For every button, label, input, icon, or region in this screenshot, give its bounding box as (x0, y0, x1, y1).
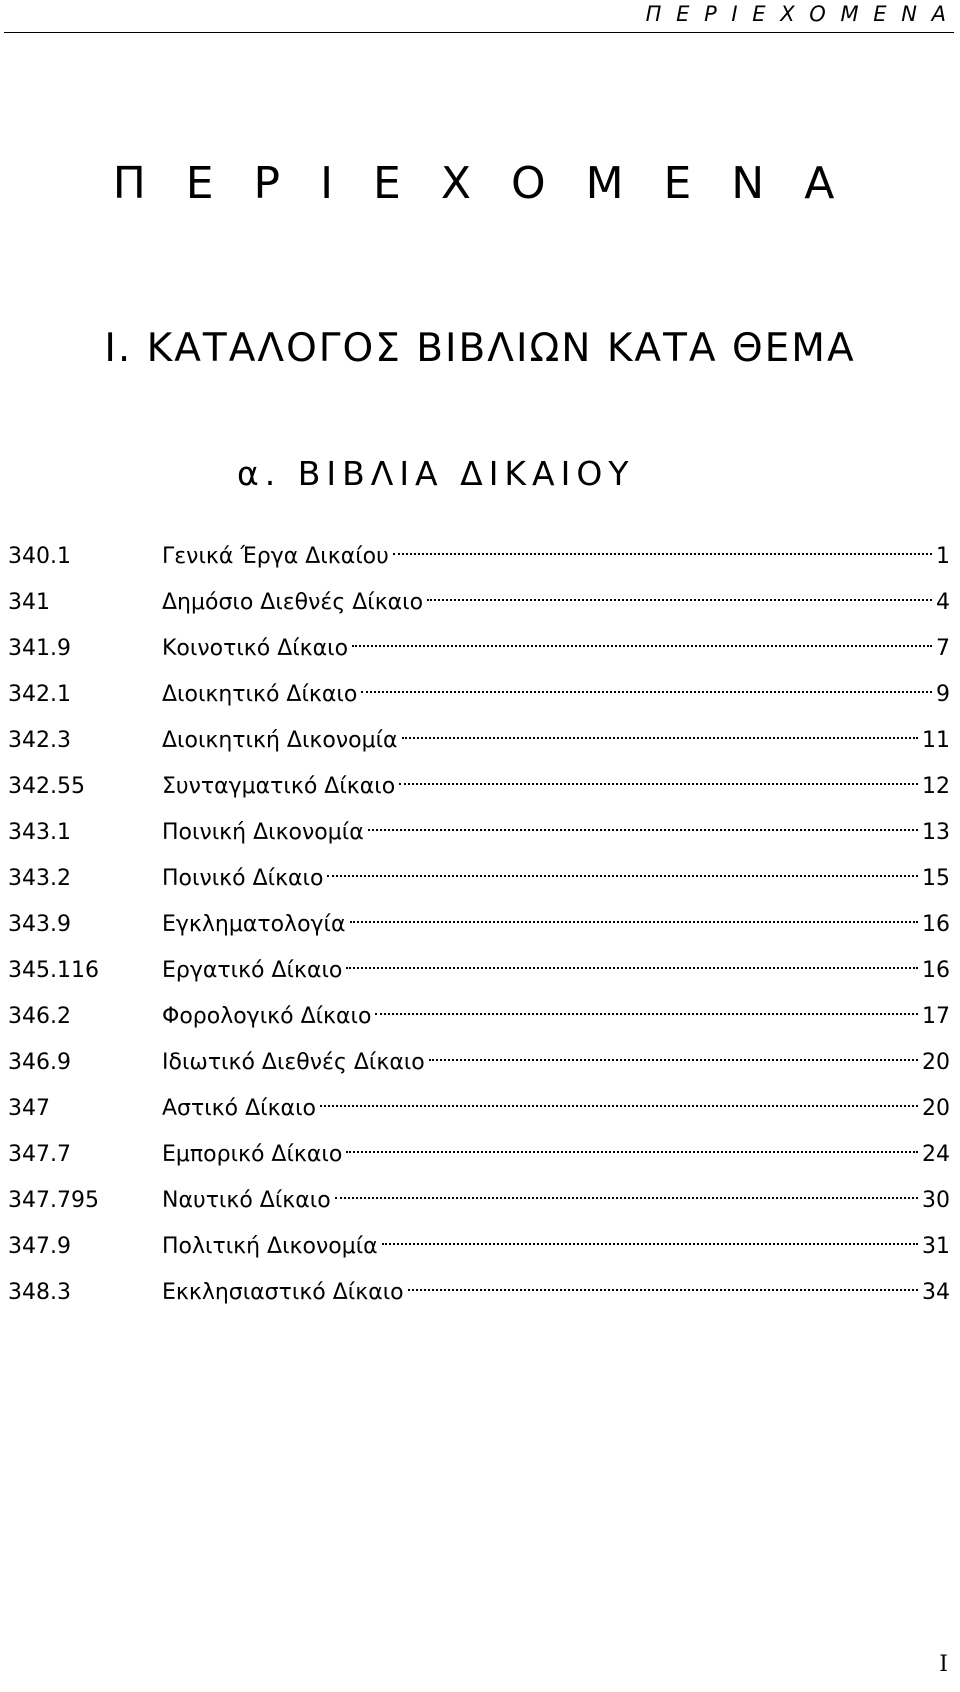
toc-class-number: 347.795 (8, 1188, 99, 1213)
toc-entry-label: Πολιτική Δικονομία (162, 1234, 378, 1259)
toc-entry-label: Ναυτικό Δίκαιο (162, 1188, 331, 1213)
toc-entry-label: Αστικό Δίκαιο (162, 1096, 316, 1121)
toc-class-number: 347.7 (8, 1142, 71, 1167)
toc-entry-label: Διοικητική Δικονομία (162, 728, 398, 753)
toc-row[interactable] (8, 675, 950, 721)
toc-row[interactable] (8, 583, 950, 629)
toc-class-number: 343.1 (8, 820, 71, 845)
toc-page-number: 24 (922, 1142, 950, 1167)
toc-leader-dots (346, 967, 918, 969)
toc-class-number: 347 (8, 1096, 50, 1121)
toc-page-number: 9 (936, 682, 950, 707)
toc-leader-dots (408, 1289, 918, 1291)
toc-row[interactable] (8, 1181, 950, 1227)
toc-row[interactable] (8, 997, 950, 1043)
toc-class-number: 343.9 (8, 912, 71, 937)
toc-class-number: 343.2 (8, 866, 71, 891)
section-title: Ι. ΚΑΤΑΛΟΓΟΣ ΒΙΒΛΙΩΝ ΚΑΤΑ ΘΕΜΑ (104, 326, 856, 371)
toc-class-number: 342.3 (8, 728, 71, 753)
toc-row[interactable] (8, 537, 950, 583)
toc-leader-dots (368, 829, 918, 831)
toc-entry-label: Εμπορικό Δίκαιο (162, 1142, 343, 1167)
toc-leader-dots (382, 1243, 918, 1245)
toc-page-number: 11 (922, 728, 950, 753)
toc-leader-dots (335, 1197, 918, 1199)
toc-page-number: 30 (922, 1188, 950, 1213)
toc-class-number: 341 (8, 590, 50, 615)
toc-row[interactable] (8, 721, 950, 767)
toc-entry-label: Ποινικό Δίκαιο (162, 866, 324, 891)
toc-leader-dots (352, 645, 932, 647)
toc-page-number: 12 (922, 774, 950, 799)
toc-row[interactable] (8, 905, 950, 951)
toc-class-number: 346.9 (8, 1050, 71, 1075)
toc-row[interactable] (8, 859, 950, 905)
page-number: I (939, 1652, 948, 1677)
toc-page-number: 7 (936, 636, 950, 661)
toc-row[interactable] (8, 1227, 950, 1273)
toc-page-number: 20 (922, 1096, 950, 1121)
running-header: Π Ε Ρ Ι Ε Χ Ο Μ Ε Ν Α (645, 2, 950, 26)
toc-entry-label: Ιδιωτικό Διεθνές Δίκαιο (162, 1050, 425, 1075)
toc-entry-label: Εκκλησιαστικό Δίκαιο (162, 1280, 404, 1305)
toc-leader-dots (402, 737, 918, 739)
toc-class-number: 341.9 (8, 636, 71, 661)
toc-page-number: 15 (922, 866, 950, 891)
toc-entry-label: Εργατικό Δίκαιο (162, 958, 343, 983)
toc-page-number: 13 (922, 820, 950, 845)
toc-row[interactable] (8, 629, 950, 675)
toc-page-number: 17 (922, 1004, 950, 1029)
header-rule (4, 32, 954, 33)
toc-leader-dots (427, 599, 932, 601)
toc-entry-label: Διοικητικό Δίκαιο (162, 682, 358, 707)
toc-page-number: 34 (922, 1280, 950, 1305)
toc-row[interactable] (8, 813, 950, 859)
toc-entry-label: Ποινική Δικονομία (162, 820, 364, 845)
toc-leader-dots (327, 875, 918, 877)
toc-leader-dots (375, 1013, 918, 1015)
toc-row[interactable] (8, 1043, 950, 1089)
toc-page-number: 16 (922, 958, 950, 983)
toc-page-number: 31 (922, 1234, 950, 1259)
subsection-title: α. ΒΙΒΛΙΑ ΔΙΚΑΙΟΥ (237, 454, 635, 493)
toc-leader-dots (393, 553, 932, 555)
toc-class-number: 346.2 (8, 1004, 71, 1029)
toc-entry-label: Δημόσιο Διεθνές Δίκαιο (162, 590, 424, 615)
toc-entry-label: Φορολογικό Δίκαιο (162, 1004, 372, 1029)
toc-entry-label: Γενικά Έργα Δικαίου (162, 544, 389, 569)
toc-page-number: 4 (936, 590, 950, 615)
toc-entry-label: Κοινοτικό Δίκαιο (162, 636, 349, 661)
toc-class-number: 345.116 (8, 958, 99, 983)
toc-class-number: 342.55 (8, 774, 85, 799)
toc-class-number: 347.9 (8, 1234, 71, 1259)
toc-row[interactable] (8, 767, 950, 813)
toc-class-number: 340.1 (8, 544, 71, 569)
toc-row[interactable] (8, 1273, 950, 1319)
toc-leader-dots (346, 1151, 918, 1153)
toc-row[interactable] (8, 1089, 950, 1135)
toc-entry-label: Εγκληματολογία (162, 912, 346, 937)
toc-leader-dots (361, 691, 932, 693)
toc-leader-dots (399, 783, 918, 785)
toc-leader-dots (320, 1105, 918, 1107)
toc-row[interactable] (8, 951, 950, 997)
toc-page-number: 20 (922, 1050, 950, 1075)
toc-class-number: 342.1 (8, 682, 71, 707)
toc-row[interactable] (8, 1135, 950, 1181)
toc-entry-label: Συνταγματικό Δίκαιο (162, 774, 396, 799)
toc-leader-dots (350, 921, 919, 923)
main-title: Π Ε Ρ Ι Ε Χ Ο Μ Ε Ν Α (112, 158, 848, 209)
table-of-contents (8, 537, 950, 1319)
toc-page-number: 1 (936, 544, 950, 569)
toc-leader-dots (429, 1059, 918, 1061)
toc-page-number: 16 (922, 912, 950, 937)
toc-class-number: 348.3 (8, 1280, 71, 1305)
